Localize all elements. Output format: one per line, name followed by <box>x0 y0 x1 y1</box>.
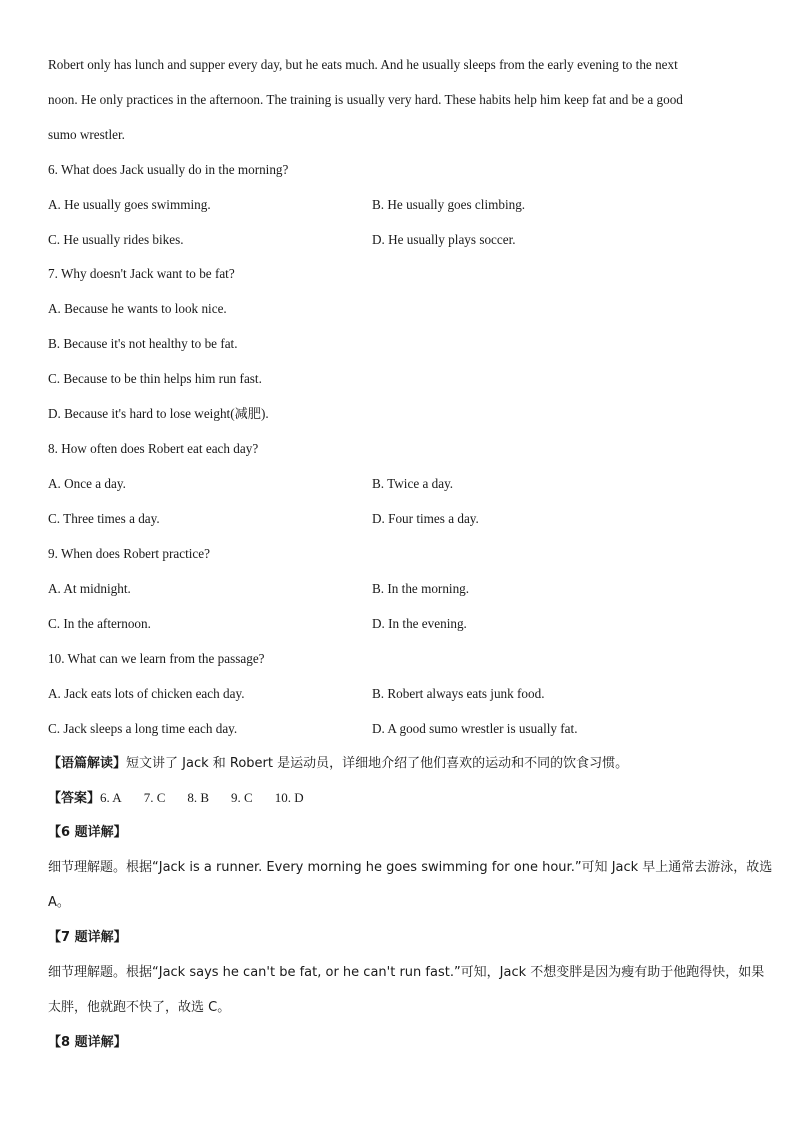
question-6-option-d: D. He usually plays soccer. <box>372 232 516 247</box>
question-9-option-b: B. In the morning. <box>372 581 470 596</box>
answer-item: 6. A <box>100 790 122 805</box>
detail-7-text: 太胖，他就跑不快了，故选 C。 <box>48 1000 231 1015</box>
detail-6-heading: 【6 题详解】 <box>48 825 127 840</box>
passage-line: sumo wrestler. <box>48 127 125 142</box>
question-9-option-a: A. At midnight. <box>48 581 131 596</box>
detail-7-text: 细节理解题。根据“Jack says he can't be fat, or he can't run fast.”可知，Jack 不想变胖是因为瘦有助于他跑得快，如果 <box>48 965 765 980</box>
answer-item: 9. C <box>231 790 253 805</box>
answer-item: 8. B <box>187 790 210 805</box>
question-10-stem: 10. What can we learn from the passage? <box>48 651 265 666</box>
question-6-option-a: A. He usually goes swimming. <box>48 197 211 212</box>
answer-item: 7. C <box>143 790 166 805</box>
question-6-option-c: C. He usually rides bikes. <box>48 232 184 247</box>
question-6-option-b: B. He usually goes climbing. <box>372 197 526 212</box>
question-7-option-c: C. Because to be thin helps him run fast. <box>48 371 262 386</box>
answers-line <box>48 789 304 808</box>
question-10-option-d: D. A good sumo wrestler is usually fat. <box>372 721 578 736</box>
question-10-option-a: A. Jack eats lots of chicken each day. <box>48 686 245 701</box>
detail-8-heading: 【8 题详解】 <box>48 1035 127 1050</box>
question-7-option-d: D. Because it's hard to lose weight(减肥). <box>48 406 269 421</box>
question-7-stem: 7. Why doesn't Jack want to be fat? <box>48 266 235 281</box>
question-8-option-d: D. Four times a day. <box>372 511 479 526</box>
question-8-stem: 8. How often does Robert eat each day? <box>48 441 259 456</box>
question-7-option-b: B. Because it's not healthy to be fat. <box>48 336 238 351</box>
question-9-stem: 9. When does Robert practice? <box>48 546 210 561</box>
analysis-label: 【语篇解读】 <box>48 756 127 771</box>
question-7-option-a: A. Because he wants to look nice. <box>48 301 227 316</box>
question-6-stem: 6. What does Jack usually do in the morning? <box>48 162 289 177</box>
detail-6-text: A。 <box>48 895 70 910</box>
passage-line: Robert only has lunch and supper every day, but he eats much. And he usually sleeps from the early evening to the next <box>48 57 678 72</box>
question-9-option-c: C. In the afternoon. <box>48 616 151 631</box>
question-10-option-b: B. Robert always eats junk food. <box>372 686 545 701</box>
detail-6-text: 细节理解题。根据“Jack is a runner. Every morning he goes swimming for one hour.”可知 Jack 早上通常去游泳，故选 <box>48 860 773 875</box>
question-10-option-c: C. Jack sleeps a long time each day. <box>48 721 238 736</box>
answers-label: 【答案】 <box>48 791 101 806</box>
question-8-option-c: C. Three times a day. <box>48 511 160 526</box>
answer-item: 10. D <box>274 790 304 805</box>
question-8-option-b: B. Twice a day. <box>372 476 454 491</box>
detail-7-heading: 【7 题详解】 <box>48 930 127 945</box>
analysis-line <box>48 755 628 773</box>
question-9-option-d: D. In the evening. <box>372 616 467 631</box>
analysis-text: 短文讲了 Jack 和 Robert 是运动员，详细地介绍了他们喜欢的运动和不同的饮食习惯。 <box>126 756 629 771</box>
passage-line: noon. He only practices in the afternoon. The training is usually very hard. These habits help him keep fat and be a good <box>48 92 683 107</box>
question-8-option-a: A. Once a day. <box>48 476 126 491</box>
